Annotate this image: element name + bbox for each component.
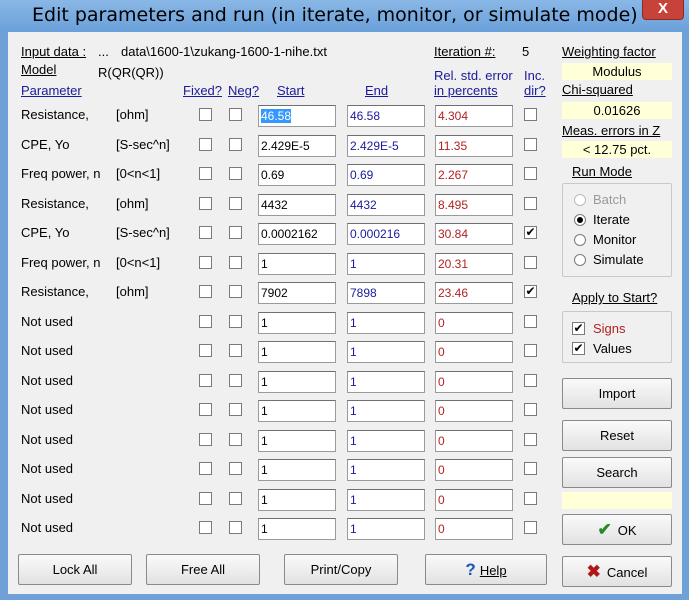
chi-value: 0.01626 (562, 102, 672, 119)
input-data-label: Input data : (21, 44, 87, 59)
ok-button[interactable] (562, 514, 672, 545)
param-name: Not used (21, 520, 74, 535)
neg-checkbox[interactable] (229, 492, 242, 505)
inc-dir-checkbox[interactable] (524, 374, 537, 387)
param-unit: [S-sec^n] (116, 137, 170, 152)
inc-dir-checkbox[interactable] (524, 256, 537, 269)
col-end: End (365, 83, 389, 98)
start-input[interactable]: 1 (258, 371, 336, 393)
fixed-checkbox[interactable] (199, 197, 212, 210)
param-unit: [ohm] (116, 284, 149, 299)
param-unit: [ohm] (116, 196, 149, 211)
neg-checkbox[interactable] (229, 315, 242, 328)
fixed-checkbox[interactable] (199, 108, 212, 121)
start-input[interactable]: 4432 (258, 194, 336, 216)
close-button[interactable] (642, 0, 684, 20)
fixed-checkbox[interactable] (199, 462, 212, 475)
col-fixed: Fixed? (183, 83, 223, 98)
end-input[interactable]: 1 (347, 312, 425, 334)
rel-error-field: 0 (435, 459, 513, 481)
model-label: Model (21, 62, 57, 77)
end-input[interactable]: 1 (347, 518, 425, 540)
help-button[interactable] (425, 554, 547, 585)
input-data-prefix: ... (98, 44, 109, 59)
end-input[interactable]: 46.58 (347, 105, 425, 127)
inc-dir-checkbox[interactable] (524, 197, 537, 210)
param-name: Not used (21, 402, 74, 417)
inc-dir-checkbox[interactable] (524, 138, 537, 151)
rel-error-field: 0 (435, 341, 513, 363)
fixed-checkbox[interactable] (199, 374, 212, 387)
param-unit: [0<n<1] (116, 166, 161, 181)
start-input[interactable]: 2.429E-5 (258, 135, 336, 157)
neg-checkbox[interactable] (229, 521, 242, 534)
neg-checkbox[interactable] (229, 138, 242, 151)
rel-error-field: 0 (435, 312, 513, 334)
rel-error-field: 23.46 (435, 282, 513, 304)
lock-all-button[interactable]: Lock All (18, 554, 132, 585)
reset-button[interactable]: Reset (562, 420, 672, 451)
chi-label: Chi-squared (562, 82, 633, 97)
run-mode-label: Iterate (593, 212, 630, 227)
rel-error-field: 30.84 (435, 223, 513, 245)
inc-dir-checkbox[interactable] (524, 315, 537, 328)
neg-checkbox[interactable] (229, 197, 242, 210)
fixed-checkbox[interactable] (199, 521, 212, 534)
start-input[interactable]: 0.0002162 (258, 223, 336, 245)
param-unit: [ohm] (116, 107, 149, 122)
param-name: Resistance, (21, 196, 89, 211)
end-input[interactable]: 0.69 (347, 164, 425, 186)
neg-checkbox[interactable] (229, 256, 242, 269)
neg-checkbox[interactable] (229, 108, 242, 121)
print-copy-button[interactable]: Print/Copy (284, 554, 398, 585)
inc-dir-checkbox[interactable] (524, 433, 537, 446)
end-input[interactable]: 1 (347, 430, 425, 452)
fixed-checkbox[interactable] (199, 315, 212, 328)
rel-error-field: 0 (435, 518, 513, 540)
run-mode-label: Simulate (593, 252, 644, 267)
col-rel-err-line2: in percents (434, 83, 498, 98)
neg-checkbox[interactable] (229, 374, 242, 387)
start-input[interactable]: 1 (258, 489, 336, 511)
run-mode-radio[interactable] (574, 214, 586, 226)
inc-dir-checkbox[interactable] (524, 403, 537, 416)
col-start: Start (277, 83, 305, 98)
param-name: Resistance, (21, 284, 89, 299)
start-input[interactable]: 1 (258, 341, 336, 363)
weighting-value: Modulus (562, 63, 672, 80)
fixed-checkbox[interactable] (199, 167, 212, 180)
cross-icon: ✖ (586, 562, 601, 581)
start-input[interactable]: 1 (258, 518, 336, 540)
end-input[interactable]: 0.000216 (347, 223, 425, 245)
values-checkbox[interactable] (572, 342, 585, 355)
neg-checkbox[interactable] (229, 462, 242, 475)
col-inc-line2: dir? (524, 83, 546, 98)
inc-dir-checkbox[interactable] (524, 462, 537, 475)
cancel-label: Cancel (606, 565, 648, 580)
help-label: Help (479, 563, 507, 578)
param-name: Freq power, n (21, 166, 101, 181)
fixed-checkbox[interactable] (199, 138, 212, 151)
run-mode-label: Run Mode (572, 164, 632, 179)
start-input[interactable]: 1 (258, 430, 336, 452)
run-mode-label: Monitor (593, 232, 637, 247)
start-input-selection: 46.58 (261, 109, 292, 123)
end-input[interactable]: 1 (347, 341, 425, 363)
param-name: Freq power, n (21, 255, 101, 270)
search-result-field (562, 492, 672, 509)
checkmark-icon: ✔ (597, 520, 612, 539)
title-bar (0, 0, 689, 32)
help-icon: ? (465, 560, 476, 579)
cancel-button[interactable] (562, 556, 672, 587)
param-unit: [S-sec^n] (116, 225, 170, 240)
fixed-checkbox[interactable] (199, 403, 212, 416)
rel-error-field: 0 (435, 430, 513, 452)
rel-error-field: 0 (435, 489, 513, 511)
input-data-value: data\1600-1\zukang-1600-1-nihe.txt (121, 44, 327, 59)
inc-dir-checkbox[interactable] (524, 226, 537, 239)
start-input[interactable]: 1 (258, 253, 336, 275)
rel-error-field: 8.495 (435, 194, 513, 216)
start-input[interactable] (258, 105, 336, 127)
rel-error-field: 0 (435, 371, 513, 393)
rel-error-field: 0 (435, 400, 513, 422)
close-icon: X (657, 0, 668, 17)
start-input[interactable]: 7902 (258, 282, 336, 304)
fixed-checkbox[interactable] (199, 256, 212, 269)
start-input[interactable]: 1 (258, 400, 336, 422)
neg-checkbox[interactable] (229, 403, 242, 416)
end-input[interactable]: 1 (347, 489, 425, 511)
weighting-label: Weighting factor (562, 44, 656, 59)
rel-error-field: 11.35 (435, 135, 513, 157)
run-mode-radio[interactable] (574, 254, 586, 266)
fixed-checkbox[interactable] (199, 344, 212, 357)
inc-dir-checkbox[interactable] (524, 492, 537, 505)
end-input[interactable]: 4432 (347, 194, 425, 216)
end-input[interactable]: 1 (347, 371, 425, 393)
rel-error-field: 4.304 (435, 105, 513, 127)
start-input[interactable]: 1 (258, 312, 336, 334)
inc-dir-checkbox[interactable] (524, 285, 537, 298)
search-button[interactable]: Search (562, 457, 672, 488)
start-input[interactable]: 0.69 (258, 164, 336, 186)
end-input[interactable]: 1 (347, 253, 425, 275)
neg-checkbox[interactable] (229, 226, 242, 239)
values-label: Values (593, 341, 632, 356)
end-input[interactable]: 1 (347, 400, 425, 422)
rel-error-field: 20.31 (435, 253, 513, 275)
meas-errors-label: Meas. errors in Z (562, 123, 661, 138)
ok-label: OK (617, 523, 637, 538)
inc-dir-checkbox[interactable] (524, 108, 537, 121)
param-name: Resistance, (21, 107, 89, 122)
end-input[interactable]: 1 (347, 459, 425, 481)
param-name: Not used (21, 343, 74, 358)
dialog-body (8, 32, 682, 594)
fixed-checkbox[interactable] (199, 226, 212, 239)
neg-checkbox[interactable] (229, 167, 242, 180)
run-mode-radio[interactable] (574, 194, 586, 206)
apply-to-start-label: Apply to Start? (572, 290, 658, 305)
inc-dir-checkbox[interactable] (524, 344, 537, 357)
inc-dir-checkbox[interactable] (524, 167, 537, 180)
param-name: Not used (21, 461, 74, 476)
run-mode-radio[interactable] (574, 234, 586, 246)
start-input[interactable]: 1 (258, 459, 336, 481)
fixed-checkbox[interactable] (199, 492, 212, 505)
param-name: Not used (21, 432, 74, 447)
param-name: CPE, Yo (21, 137, 70, 152)
iteration-value: 5 (522, 44, 530, 59)
iteration-label: Iteration #: (434, 44, 496, 59)
end-input[interactable]: 7898 (347, 282, 425, 304)
free-all-button[interactable]: Free All (146, 554, 260, 585)
col-parameter: Parameter (21, 83, 82, 98)
col-neg: Neg? (228, 83, 260, 98)
signs-label: Signs (593, 321, 626, 336)
neg-checkbox[interactable] (229, 344, 242, 357)
col-inc-line1: Inc. (524, 68, 545, 83)
import-button[interactable]: Import (562, 378, 672, 409)
neg-checkbox[interactable] (229, 285, 242, 298)
signs-checkbox[interactable] (572, 322, 585, 335)
param-name: Not used (21, 491, 74, 506)
fixed-checkbox[interactable] (199, 285, 212, 298)
param-name: CPE, Yo (21, 225, 70, 240)
model-value: R(QR(QR)) (98, 65, 164, 80)
param-name: Not used (21, 373, 74, 388)
param-name: Not used (21, 314, 74, 329)
inc-dir-checkbox[interactable] (524, 521, 537, 534)
run-mode-label: Batch (593, 192, 627, 207)
fixed-checkbox[interactable] (199, 433, 212, 446)
param-unit: [0<n<1] (116, 255, 161, 270)
rel-error-field: 2.267 (435, 164, 513, 186)
end-input[interactable]: 2.429E-5 (347, 135, 425, 157)
window-title: Edit parameters and run (in iterate, monitor, or simulate mode) (32, 4, 638, 26)
col-rel-err-line1: Rel. std. error (434, 68, 513, 83)
neg-checkbox[interactable] (229, 433, 242, 446)
meas-errors-value: < 12.75 pct. (562, 141, 672, 158)
